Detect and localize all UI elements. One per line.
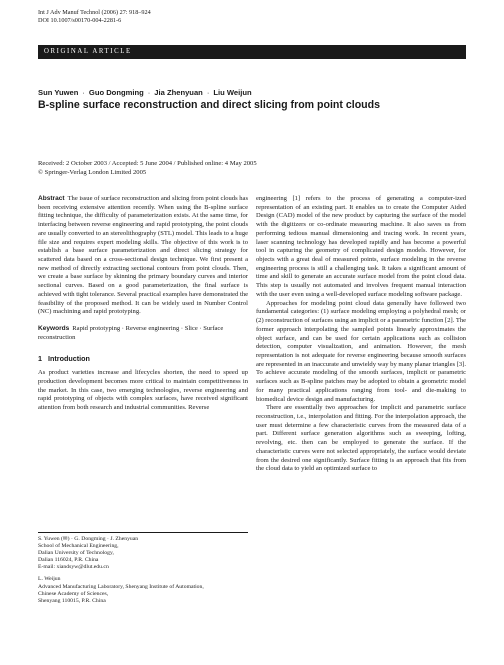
- right-column: [256, 195, 466, 474]
- keyword: Reverse engineering: [125, 325, 180, 333]
- keywords: [38, 325, 248, 342]
- affiliation-names: L. Weijun: [38, 576, 61, 583]
- author-name: Sun Yuwen: [38, 88, 79, 97]
- intro-paragraph-left: As product varieties increase and lifecycles shorten, the need to speed up production development becomes more critical to maintain competitiveness in the market. In this case, two emerging technologies, reverse engineering and rapid prototyping of objects with complex surfaces, have received significant attention from both research and industrial communities. Reverse: [38, 369, 248, 412]
- left-column: [38, 195, 248, 413]
- article-type-banner: [38, 45, 466, 59]
- affiliation-email: E-mail: xiandsyw@dlut.edu.cn: [38, 564, 109, 571]
- section-title: Introduction: [48, 353, 90, 363]
- affiliation-line: Dalian 116024, P.R. China: [38, 557, 99, 564]
- author-separator: ·: [206, 88, 210, 97]
- author-affiliations: [38, 532, 248, 605]
- intro-paragraph: There are essentially two approaches for implicit and parametric surface reconstruction, i.e., interpolation and fitting. For the interpolation approach, the user must determine a few characteristic curves from the measured data of a part. Different surface generation algorithms such as sweeping, lofting, revolving, etc. then can be employed to generate the surface. If the characteristic curves were not selected appropriately, the surface would deviate from the desired one significantly. Surface fitting is an approach that fits from the cloud data to yield an optimized surface to: [256, 404, 466, 473]
- keyword: Surface reconstruction: [38, 325, 224, 341]
- copyright-line: © Springer-Verlag London Limited 2005: [38, 169, 147, 176]
- abstract-label: Abstract: [38, 195, 65, 202]
- abstract: [38, 195, 248, 317]
- affiliation-names: S. Yuwen (✉) · G. Dongming · J. Zhenyuan: [38, 536, 139, 542]
- keyword: Rapid prototyping: [72, 325, 121, 333]
- affiliation-line: School of Mechanical Engineering,: [38, 543, 119, 550]
- author-name: Guo Dongming: [88, 88, 144, 97]
- section-heading-introduction: [38, 355, 248, 364]
- intro-paragraph: Approaches for modeling point cloud data generally have followed two fundamental categories: (1) surface modeling employing a polyhedral mesh; or (2) reconstruction of surfaces using an implicit or a parametric function [2]. The former approach interpolating the sampled points linearly approximates the object surface, and can be used for certain applications such as collision detection, computer visualization, and animation. However, the mesh representation is not adequate for reverse engineering because smooth surfaces are represented in an inaccurate and unwieldy way by many planar triangles [3]. To achieve accurate modeling of the smooth surfaces, implicit or parametric surfaces such as B-spline patches may be adopted to obtain a geometric model for many practical applications ranging from tool- and die-making to biomedical device design and manufacturing.: [256, 299, 466, 403]
- journal-citation: Int J Adv Manuf Technol (2006) 27: 918–924: [38, 9, 151, 16]
- keyword-separator: ·: [120, 325, 126, 333]
- affiliation-line: Chinese Academy of Sciences,: [38, 590, 109, 597]
- journal-header: [38, 9, 151, 25]
- journal-doi: DOI 10.1007/s00170-004-2281-6: [38, 17, 122, 24]
- abstract-text: The issue of surface reconstruction and slicing from point clouds has been receiving extensive attention recently. When using the B-spline surface fitting technique, the difficulty of parameterization exists. At the same time, for interfacing between reverse engineering and rapid prototyping, the point clouds are usually converted to an stereolithography (STL) model. This leads to a huge file size and requires expert modeling skills. The objective of this work is to establish a base surface parameterization and direct slicing strategy for scattered data based on a cross-sectional design technique. We first present a new method of directly extracting sectional contours from point clouds. Then, we create a base surface by skinning the primary boundary curves and interior sectional curves. Based on a good parameterization, the final surface is achieved with tight tolerance. Several practical examples have demonstrated the feasibility of the proposed method. It can be widely used in Number Control (NC) machining and rapid prototyping.: [38, 195, 248, 316]
- author-separator: ·: [147, 88, 151, 97]
- author-list: [38, 88, 252, 97]
- section-number: 1: [38, 353, 42, 363]
- author-separator: ·: [82, 88, 85, 97]
- intro-paragraph: engineering [1] refers to the process of generating a computer-ized representation of an existing part. It enables us to create the Computer Aided Design (CAD) model of the new product by capturing the surface of the model with the digitizers or co-ordinate measuring machine. It also saves us from performing tedious manual dimensioning and tracing work. In recent years, laser scanning technology has developed rapidly and has become a powerful tool in capturing the geometry of complicated design models. However, for objects with a great deal of measured points, surface modeling in the reverse engineering process is still a challenging task. It takes a significant amount of time and skill to generate an accurate surface model from the point cloud data. This step is usually not automated and involves frequent manual interaction with the user even using a well-developed surface modeling software package.: [256, 195, 466, 298]
- keyword-separator: ·: [179, 325, 185, 333]
- affiliation-line: Dalian University of Technology,: [38, 550, 114, 557]
- keyword: Slice: [184, 325, 198, 333]
- article-type-label: ORIGINAL ARTICLE: [44, 48, 132, 55]
- keyword-separator: ·: [197, 325, 204, 333]
- affiliation-line: Shenyang 110015, P.R. China: [38, 597, 106, 604]
- paper-title: B-spline surface reconstruction and direct slicing from point clouds: [38, 99, 380, 111]
- affiliation-line: Advanced Manufacturing Laboratory, Shenyang Institute of Automation,: [38, 583, 204, 590]
- publication-dates: [38, 159, 257, 177]
- received-dates: Received: 2 October 2003 / Accepted: 5 June 2004 / Published online: 4 May 2005: [38, 160, 257, 167]
- author-name: Liu Weijun: [213, 88, 252, 97]
- keywords-label: Keywords: [38, 325, 70, 333]
- author-name: Jia Zhenyuan: [154, 88, 203, 97]
